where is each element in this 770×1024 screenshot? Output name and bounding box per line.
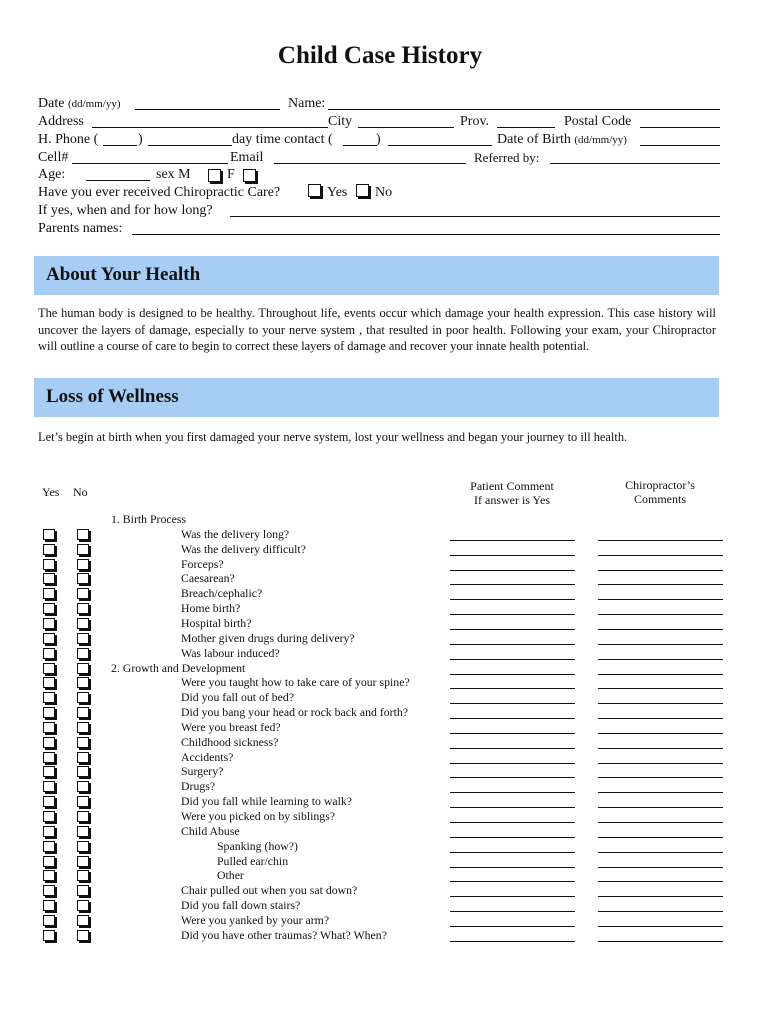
yes-checkbox[interactable] (43, 707, 55, 718)
checklist-question: 1. Birth Process (111, 512, 187, 526)
no-checkbox[interactable] (77, 900, 89, 911)
patient-comment-line[interactable] (450, 540, 575, 541)
patient-comment-line[interactable] (450, 941, 575, 942)
chiro-question: Have you ever received Chiropractic Care? (38, 185, 281, 200)
chiro-comment-line[interactable] (598, 941, 723, 942)
chiro-comment-line[interactable] (598, 748, 723, 749)
checklist-question: Home birth? (181, 601, 241, 616)
patient-comment-line[interactable] (450, 614, 575, 615)
chiro-no-checkbox[interactable] (356, 184, 369, 197)
yes-checkbox[interactable] (43, 722, 55, 733)
yes-checkbox[interactable] (43, 559, 55, 570)
no-checkbox[interactable] (77, 588, 89, 599)
patient-comment-line[interactable] (450, 881, 575, 882)
checklist-question: Pulled ear/chin (217, 853, 289, 868)
patient-comment-line[interactable] (450, 688, 575, 689)
no-checkbox[interactable] (77, 529, 89, 540)
yes-checkbox[interactable] (43, 544, 55, 555)
patient-comment-line[interactable] (450, 807, 575, 808)
checklist-question: Accidents? (181, 749, 234, 764)
chiro-comment-line[interactable] (598, 718, 723, 719)
postal-field[interactable] (640, 127, 720, 128)
phone-field[interactable] (148, 145, 232, 146)
age-label: Age: (38, 167, 66, 182)
patient-comment-line[interactable] (450, 629, 575, 630)
no-checkbox[interactable] (77, 811, 89, 822)
chiro-comment-line[interactable] (598, 555, 723, 556)
about-health-heading: About Your Health (46, 264, 201, 285)
chiro-comment-line[interactable] (598, 629, 723, 630)
chiro-comment-line[interactable] (598, 807, 723, 808)
patient-comment-line[interactable] (450, 644, 575, 645)
no-checkbox[interactable] (77, 633, 89, 644)
page-title: Child Case History (277, 42, 483, 69)
checklist-question: Were you yanked by your arm? (181, 912, 330, 927)
chiro-comment-line[interactable] (598, 911, 723, 912)
chiro-comment-line[interactable] (598, 822, 723, 823)
checklist-question: 2. Growth and Development (111, 660, 246, 675)
yes-checkbox[interactable] (43, 603, 55, 614)
patient-header-line2: If answer is Yes (474, 493, 550, 507)
no-checkbox[interactable] (77, 663, 89, 674)
address-label: Address (38, 114, 84, 129)
patient-comment-line[interactable] (450, 852, 575, 853)
checklist-question: Did you fall out of bed? (181, 690, 295, 705)
cell-field[interactable] (72, 163, 228, 164)
yes-checkbox[interactable] (43, 573, 55, 584)
yes-checkbox[interactable] (43, 841, 55, 852)
checklist-question: Drugs? (181, 779, 216, 794)
no-checkbox[interactable] (77, 781, 89, 792)
yes-checkbox[interactable] (43, 737, 55, 748)
dob-hint: (dd/mm/yy) (574, 134, 627, 146)
no-column-header: No (73, 485, 88, 499)
patient-comment-line[interactable] (450, 777, 575, 778)
checklist-question: Did you fall down stairs? (181, 898, 301, 913)
chiro-header-line2: Comments (633, 492, 686, 506)
daytime-close-paren: ) (376, 132, 381, 147)
yes-checkbox[interactable] (43, 781, 55, 792)
age-field[interactable] (86, 180, 150, 181)
patient-comment-line[interactable] (450, 659, 575, 660)
patient-comment-line[interactable] (450, 733, 575, 734)
chiro-comment-line[interactable] (598, 703, 723, 704)
dob-field[interactable] (640, 145, 720, 146)
checklist-question: Childhood sickness? (181, 734, 279, 749)
chiro-comment-line[interactable] (598, 837, 723, 838)
yes-checkbox[interactable] (43, 648, 55, 659)
patient-comment-line[interactable] (450, 674, 575, 675)
sex-m-checkbox[interactable] (208, 169, 221, 182)
chiro-comment-line[interactable] (598, 763, 723, 764)
patient-comment-line[interactable] (450, 718, 575, 719)
about-health-band (34, 256, 719, 295)
no-checkbox[interactable] (77, 796, 89, 807)
checklist-question: Was the delivery long? (181, 526, 290, 541)
loss-wellness-intro: Let’s begin at birth when you first damaged your nerve system, lost your wellness and began your journey to ill health. (38, 430, 628, 444)
patient-comment-line[interactable] (450, 570, 575, 571)
name-field[interactable] (328, 109, 720, 110)
checklist-question: Caesarean? (181, 571, 235, 586)
chiro-comment-line[interactable] (598, 644, 723, 645)
no-checkbox[interactable] (77, 573, 89, 584)
patient-comment-line[interactable] (450, 822, 575, 823)
referred-label: Referred by: (474, 150, 540, 165)
checklist-question: Spanking (how?) (217, 838, 298, 853)
name-label: Name: (288, 96, 326, 111)
chiro-yes-label: Yes (327, 185, 348, 200)
patient-header-line1: Patient Comment (470, 479, 554, 493)
date-label: Date (dd/mm/yy) (38, 96, 121, 111)
yes-checkbox[interactable] (43, 885, 55, 896)
dob-label: Date of Birth (dd/mm/yy) (497, 132, 627, 147)
prov-field[interactable] (497, 127, 555, 128)
checklist-question: Did you fall while learning to walk? (181, 794, 353, 809)
no-checkbox[interactable] (77, 618, 89, 629)
how-long-field[interactable] (230, 216, 720, 217)
yes-checkbox[interactable] (43, 811, 55, 822)
city-field[interactable] (358, 127, 454, 128)
no-checkbox[interactable] (77, 885, 89, 896)
phone-label: H. Phone ( (38, 132, 99, 147)
no-checkbox[interactable] (77, 930, 89, 941)
chiro-comment-header (597, 478, 723, 506)
no-checkbox[interactable] (77, 870, 89, 881)
loss-wellness-heading: Loss of Wellness (46, 386, 179, 407)
no-checkbox[interactable] (77, 648, 89, 659)
chiro-header-line1: Chiropractor’s (625, 478, 695, 492)
no-checkbox[interactable] (77, 915, 89, 926)
yes-checkbox[interactable] (43, 633, 55, 644)
how-long-label: If yes, when and for how long? (38, 203, 213, 218)
no-checkbox[interactable] (77, 737, 89, 748)
yes-checkbox[interactable] (43, 856, 55, 867)
chiro-comment-line[interactable] (598, 896, 723, 897)
loss-wellness-band (34, 378, 719, 417)
chiro-yes-checkbox[interactable] (308, 184, 321, 197)
sex-label: sex M (156, 167, 191, 182)
chiro-comment-line[interactable] (598, 926, 723, 927)
checklist-question: Did you have other traumas? What? When? (181, 927, 387, 942)
checklist-question: Were you breast fed? (181, 719, 281, 734)
yes-checkbox[interactable] (43, 692, 55, 703)
patient-comment-line[interactable] (450, 867, 575, 868)
no-checkbox[interactable] (77, 707, 89, 718)
checklist-question: Chair pulled out when you sat down? (181, 883, 358, 898)
yes-checkbox[interactable] (43, 766, 55, 777)
patient-comment-line[interactable] (450, 896, 575, 897)
chiro-comment-line[interactable] (598, 674, 723, 675)
chiro-comment-line[interactable] (598, 584, 723, 585)
sex-f-label: F (227, 167, 235, 182)
chiro-comment-line[interactable] (598, 659, 723, 660)
chiro-comment-line[interactable] (598, 688, 723, 689)
patient-comment-line[interactable] (450, 555, 575, 556)
checklist-question: Was labour induced? (181, 645, 280, 660)
address-field[interactable] (92, 127, 328, 128)
phone-area-field[interactable] (103, 145, 137, 146)
chiro-comment-line[interactable] (598, 733, 723, 734)
daytime-label: day time contact ( (232, 132, 333, 147)
checklist-question: Mother given drugs during delivery? (181, 630, 355, 645)
checklist-question: Surgery? (181, 764, 224, 779)
no-checkbox[interactable] (77, 677, 89, 688)
referred-field[interactable] (550, 163, 720, 164)
yes-checkbox[interactable] (43, 900, 55, 911)
chiro-comment-line[interactable] (598, 614, 723, 615)
yes-checkbox[interactable] (43, 826, 55, 837)
chiro-comment-line[interactable] (598, 570, 723, 571)
checklist-question: Were you taught how to take care of your spine? (181, 675, 410, 690)
no-checkbox[interactable] (77, 722, 89, 733)
no-checkbox[interactable] (77, 544, 89, 555)
no-checkbox[interactable] (77, 841, 89, 852)
yes-checkbox[interactable] (43, 529, 55, 540)
chiro-comment-line[interactable] (598, 599, 723, 600)
date-hint: (dd/mm/yy) (67, 98, 121, 110)
yes-checkbox[interactable] (43, 677, 55, 688)
checklist-question: Other (217, 868, 244, 883)
postal-label: Postal Code (564, 114, 632, 129)
no-checkbox[interactable] (77, 692, 89, 703)
city-label: City (328, 114, 353, 129)
yes-checkbox[interactable] (43, 618, 55, 629)
cell-label: Cell# (38, 150, 69, 165)
no-checkbox[interactable] (77, 752, 89, 763)
yes-checkbox[interactable] (43, 752, 55, 763)
yes-checkbox[interactable] (43, 915, 55, 926)
patient-comment-line[interactable] (450, 584, 575, 585)
chiro-comment-line[interactable] (598, 792, 723, 793)
daytime-area-field[interactable] (343, 145, 377, 146)
no-checkbox[interactable] (77, 766, 89, 777)
phone-close-paren: ) (138, 132, 143, 147)
no-checkbox[interactable] (77, 603, 89, 614)
yes-column-header: Yes (42, 485, 60, 499)
prov-label: Prov. (460, 114, 490, 129)
patient-comment-line[interactable] (450, 926, 575, 927)
parents-label: Parents names: (38, 221, 123, 236)
checklist-question: Did you bang your head or rock back and forth? (181, 705, 409, 720)
no-checkbox[interactable] (77, 559, 89, 570)
email-field[interactable] (274, 163, 466, 164)
chiro-comment-line[interactable] (598, 881, 723, 882)
daytime-field[interactable] (388, 145, 492, 146)
patient-comment-line[interactable] (450, 748, 575, 749)
checklist-question: Were you picked on by siblings? (181, 809, 336, 823)
checklist-question: Hospital birth? (181, 615, 252, 630)
patient-comment-line[interactable] (450, 837, 575, 838)
patient-comment-line[interactable] (450, 792, 575, 793)
checklist-question: Was the delivery difficult? (181, 541, 306, 556)
yes-checkbox[interactable] (43, 796, 55, 807)
patient-comment-header (448, 479, 576, 507)
yes-checkbox[interactable] (43, 870, 55, 881)
about-health-text: The human body is designed to be healthy. Throughout life, events occur which damage your health expression. This case history will uncover the layers of damage, especially to your nerve system , that resulted in poor health. Following your exam, your Chiropractor will outline a course of care to begin to correct these layers of damage and recover your innate health potential. (38, 306, 716, 354)
yes-checkbox[interactable] (43, 588, 55, 599)
sex-f-checkbox[interactable] (243, 169, 256, 182)
patient-comment-line[interactable] (450, 911, 575, 912)
patient-comment-line[interactable] (450, 703, 575, 704)
date-field[interactable] (135, 109, 280, 110)
parents-field[interactable] (132, 234, 720, 235)
chiro-no-label: No (375, 185, 393, 200)
chiro-comment-line[interactable] (598, 777, 723, 778)
no-checkbox[interactable] (77, 826, 89, 837)
checklist-question: Forceps? (181, 556, 224, 571)
yes-checkbox[interactable] (43, 663, 55, 674)
checklist-question: Breach/cephalic? (181, 586, 263, 601)
email-label: Email (230, 150, 264, 165)
yes-checkbox[interactable] (43, 930, 55, 941)
chiro-comment-line[interactable] (598, 867, 723, 868)
patient-comment-line[interactable] (450, 763, 575, 764)
no-checkbox[interactable] (77, 856, 89, 867)
chiro-comment-line[interactable] (598, 852, 723, 853)
checklist-question: Child Abuse (181, 823, 240, 838)
chiro-comment-line[interactable] (598, 540, 723, 541)
patient-comment-line[interactable] (450, 599, 575, 600)
